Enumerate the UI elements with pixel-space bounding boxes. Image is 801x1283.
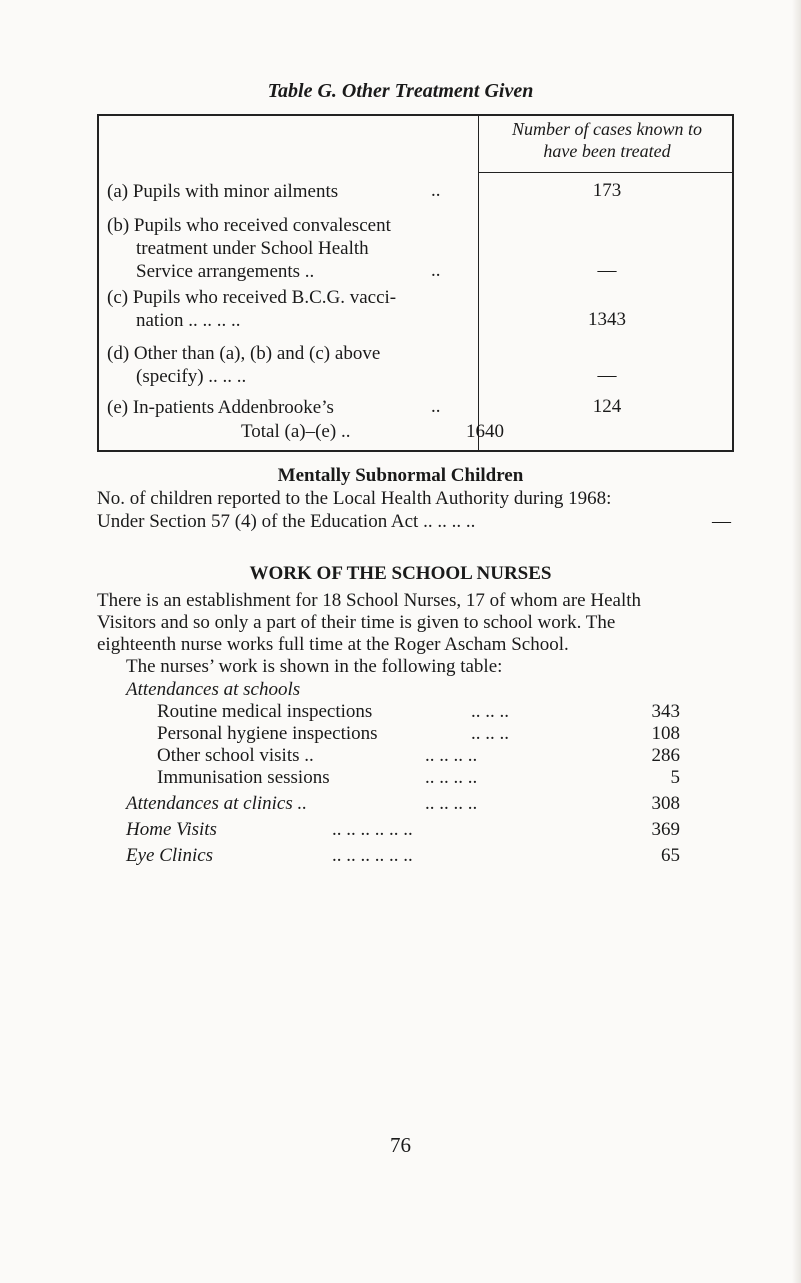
mental-line-1: No. of children reported to the Local Health Authority during 1968:	[97, 488, 612, 509]
row-value: 124	[592, 396, 622, 417]
nurses-para-line: The nurses’ work is shown in the following table:	[126, 656, 503, 677]
list-item-dots: .. .. ..	[471, 723, 509, 744]
mentally-subnormal-heading: Mentally Subnormal Children	[277, 465, 524, 486]
school-nurses-heading: WORK OF THE SCHOOL NURSES	[249, 563, 552, 584]
list-item-label: Routine medical inspections	[157, 701, 373, 722]
row-label: treatment under School Health	[136, 238, 369, 259]
list-item-label: Other school visits ..	[157, 745, 314, 766]
row-label: (d) Other than (a), (b) and (c) above	[107, 343, 381, 364]
list-item-label: Attendances at clinics ..	[126, 793, 307, 814]
table-row	[107, 180, 338, 203]
nurses-para-line: eighteenth nurse works full time at the Roger Ascham School.	[97, 634, 569, 655]
row-value: —	[597, 365, 617, 386]
list-item-value: 5	[670, 767, 680, 788]
list-item-label: Immunisation sessions	[157, 767, 330, 788]
list-item-label: Home Visits	[126, 819, 217, 840]
table-row	[107, 342, 380, 388]
list-item-dots: .. .. .. ..	[425, 793, 478, 814]
row-value: 173	[592, 180, 622, 201]
list-item-dots: .. .. .. ..	[425, 745, 478, 766]
row-label: (a) Pupils with minor ailments	[107, 181, 339, 202]
list-item-label: Eye Clinics	[126, 845, 214, 866]
nurses-para-line: Visitors and so only a part of their time is given to school work. The	[97, 612, 616, 633]
table-row	[107, 396, 334, 419]
list-item-label: Personal hygiene inspections	[157, 723, 378, 744]
column-header-line: Number of cases known to	[512, 119, 702, 139]
row-label: nation .. .. .. ..	[136, 310, 241, 331]
row-label: (e) In-patients Addenbrooke’s	[107, 397, 334, 418]
list-item-dots: .. .. .. .. .. ..	[332, 819, 413, 840]
list-item-value: 65	[661, 845, 680, 866]
attendances-at-schools-heading: Attendances at schools	[126, 679, 301, 700]
table-title: Table G. Other Treatment Given	[267, 80, 534, 102]
row-label: (c) Pupils who received B.C.G. vacci-	[107, 287, 397, 308]
table-row	[107, 286, 396, 332]
mental-line-2: Under Section 57 (4) of the Education Act .. .. .. ..	[97, 511, 476, 532]
column-header	[480, 118, 734, 162]
list-item-value: 108	[651, 723, 680, 744]
row-value: —	[597, 260, 617, 281]
total-value: 1640	[466, 421, 504, 442]
row-dots: ..	[431, 260, 441, 281]
mental-line-2-value: —	[712, 511, 731, 532]
list-item-value: 308	[651, 793, 680, 814]
page-edge-shadow	[792, 0, 801, 1283]
list-item-dots: .. .. .. .. .. ..	[332, 845, 413, 866]
row-label: (specify) .. .. ..	[136, 366, 247, 387]
list-item-value: 343	[651, 701, 680, 722]
table-column-divider	[478, 114, 479, 452]
list-item-value: 286	[651, 745, 680, 766]
row-label: (b) Pupils who received convalescent	[107, 215, 391, 236]
table-row	[107, 214, 391, 283]
list-item-value: 369	[651, 819, 680, 840]
column-header-line: have been treated	[543, 141, 671, 161]
row-label: Service arrangements ..	[136, 261, 315, 282]
row-value: 1343	[588, 309, 626, 330]
table-header-rule	[478, 172, 734, 173]
row-dots: ..	[431, 180, 441, 201]
row-dots: ..	[431, 396, 441, 417]
list-item-dots: .. .. .. ..	[425, 767, 478, 788]
nurses-para-line: There is an establishment for 18 School Nurses, 17 of whom are Health	[97, 590, 642, 611]
page-number: 76	[390, 1133, 411, 1157]
total-label: Total (a)–(e) ..	[241, 421, 351, 442]
list-item-dots: .. .. ..	[471, 701, 509, 722]
